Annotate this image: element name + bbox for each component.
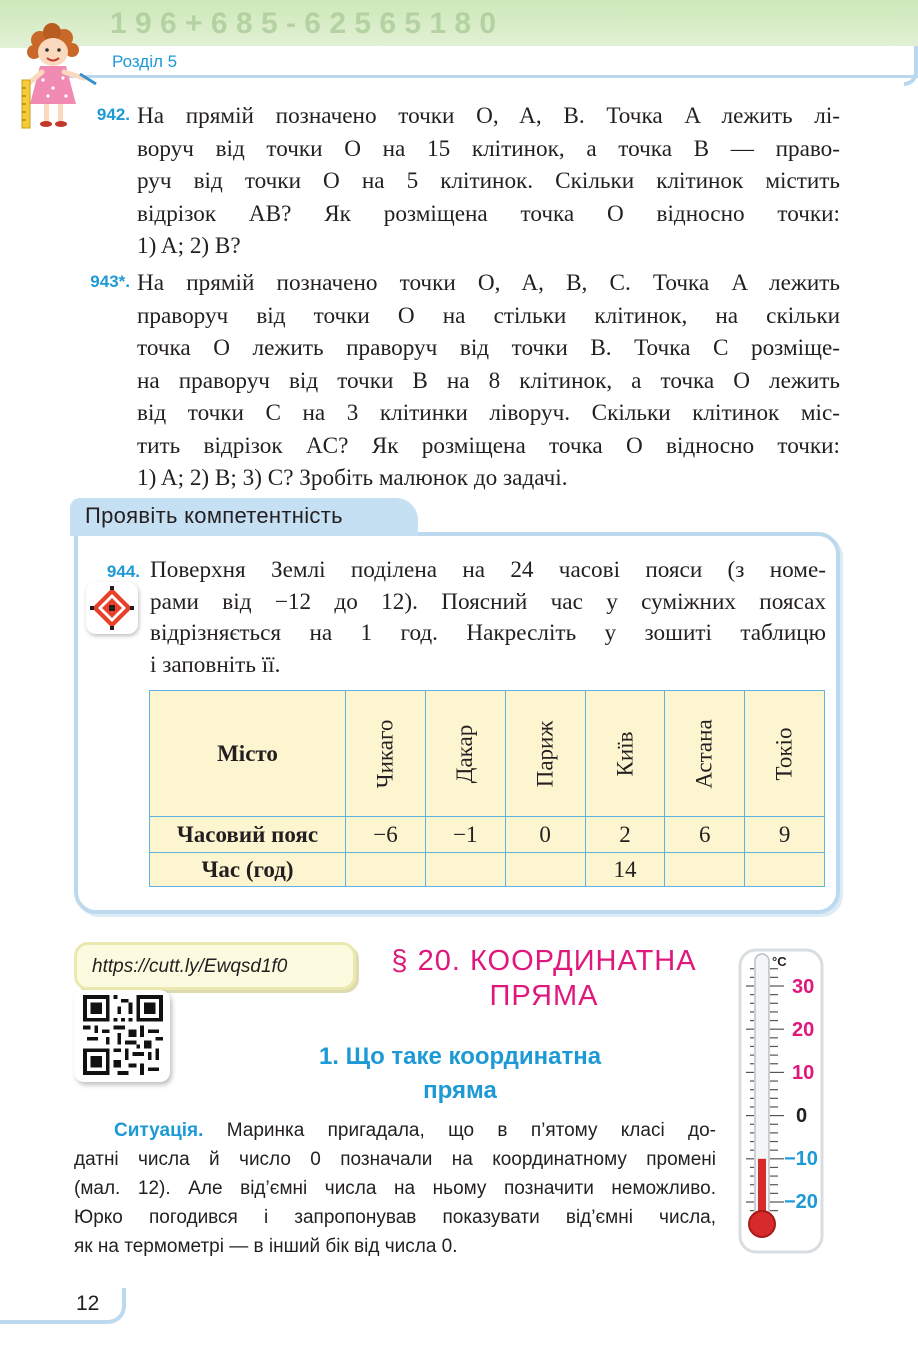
table-city-header: [505, 691, 585, 817]
timezone-table: [149, 690, 825, 887]
table-corner-header: Місто: [150, 691, 346, 817]
text-line: Поверхня Землі поділена на 24 часові пояси (з номе-: [150, 557, 826, 583]
timezone-cell: 0: [505, 817, 585, 853]
text-line: датні числа й число 0 позначали на координатному промені: [74, 1149, 716, 1170]
table-row: [150, 853, 825, 887]
thermometer-illustration: [738, 948, 824, 1254]
thermometer-label: 20: [792, 1019, 815, 1041]
subsection-title-line: пряма: [423, 1077, 497, 1104]
text-line: На прямій позначено точки O, A, B, C. Точка A лежить: [137, 270, 840, 296]
text-line: 1) A; 2) B; 3) C? Зробіть малюнок до задачі.: [137, 465, 568, 491]
city-name: Дакар: [452, 724, 478, 783]
table-city-header: [346, 691, 426, 817]
text-line: від точки C на 3 клітинки ліворуч. Скільки клітинок міс-: [137, 400, 840, 426]
row-label-timezone: Часовий пояс: [150, 817, 346, 853]
text-line: праворуч від точки O на стільки клітинок, на скільки: [137, 302, 840, 329]
time-cell: [346, 853, 426, 887]
situation-paragraph: [74, 1116, 716, 1261]
header-decor-digits: 1 9 6 + 6 8 5 - 6 2 5 6 5 1 8 0: [110, 7, 497, 40]
paragraph-title: [374, 944, 714, 1014]
section-label: Розділ 5: [112, 52, 178, 71]
problem-number: 942.: [96, 105, 130, 124]
timezone-cell: −6: [346, 817, 426, 853]
time-cell: [505, 853, 585, 887]
page-number-tab: [0, 1288, 126, 1324]
timezone-cell: −1: [425, 817, 505, 853]
situation-text: Маринка пригадала, що в п’ятому класі до-: [226, 1120, 716, 1141]
table-city-header: [745, 691, 825, 817]
text-line: 1) A; 2) B?: [137, 233, 241, 259]
header-tab: [60, 46, 918, 78]
thermometer-label: 30: [792, 976, 815, 998]
text-line: рами від −12 до 12). Поясний час у суміжних поясах: [150, 588, 826, 615]
thermometer-bulb: [749, 1211, 775, 1237]
timezone-cell: 2: [585, 817, 665, 853]
row-label-time: Час (год): [150, 853, 346, 887]
text-line: і заповніть її.: [150, 651, 281, 678]
table-city-header: [665, 691, 745, 817]
paragraph-title-line: ПРЯМА: [489, 980, 599, 1012]
text-line: [74, 1116, 716, 1145]
timezone-cell: 6: [665, 817, 745, 853]
text-line: відрізок AB? Як розміщена точка O відносно точки:: [137, 200, 840, 227]
subsection-title-line: 1. Що таке координатна: [318, 1043, 602, 1070]
header-right-curve: [904, 46, 918, 86]
text-line: руч від точки O на 5 клітинок. Скільки клітинок містить: [137, 168, 840, 194]
page-number: 12: [76, 1292, 100, 1315]
city-name: Київ: [611, 731, 637, 776]
thermometer-label: −10: [784, 1148, 818, 1170]
text-line: точка O лежить праворуч від точки B. Точка C розміще-: [137, 335, 840, 361]
subsection-title: [270, 1040, 650, 1108]
problem-text: [137, 267, 840, 495]
thermometer-unit: °С: [772, 954, 787, 969]
thermometer-label: 0: [796, 1105, 808, 1127]
city-name: Токіо: [771, 727, 797, 780]
table-city-header: [585, 691, 665, 817]
text-line: як на термометрі — в інший бік від числа 0.: [74, 1236, 458, 1257]
problem-944-text: [150, 555, 826, 681]
problem-text: [137, 100, 840, 263]
city-name: Чикаго: [372, 719, 398, 788]
situation-lead: Ситуація.: [114, 1120, 204, 1141]
problem-number: 943*.: [90, 272, 130, 291]
problem-942: [40, 100, 840, 265]
city-name: Париж: [532, 720, 558, 787]
timezone-cell: 9: [745, 817, 825, 853]
thermometer-label: 10: [792, 1062, 815, 1084]
table-row: [150, 817, 825, 853]
time-cell: [665, 853, 745, 887]
competence-title: Проявіть компетентність: [85, 503, 343, 528]
text-line: на праворуч від точки B на 8 клітинок, а точка O лежить: [137, 367, 840, 394]
time-cell: 14: [585, 853, 665, 887]
problem-number: 944.: [106, 562, 140, 581]
resource-link[interactable]: https://cutt.ly/Ewqsd1f0: [92, 956, 288, 977]
paragraph-title-line: § 20. КООРДИНАТНА: [391, 945, 697, 977]
problem-943: [40, 267, 840, 497]
text-line: На прямій позначено точки O, A, B. Точка A лежить лі-: [137, 103, 840, 129]
city-name: Астана: [691, 718, 717, 789]
text-line: Юрко погодився і запропонував показувати від’ємні числа,: [74, 1207, 716, 1228]
time-cell: [425, 853, 505, 887]
qr-code-icon[interactable]: [82, 995, 164, 1075]
time-cell: [745, 853, 825, 887]
text-line: воруч від точки O на 15 клітинок, а точка B — право-: [137, 135, 840, 162]
text-line: (мал. 12). Але від’ємні числа на ньому позначити неможливо.: [74, 1178, 716, 1199]
text-line: відрізняється на 1 год. Накресліть у зошиті таблицю: [150, 620, 826, 646]
text-line: тить відрізок AC? Як розміщена точка O відносно точки:: [137, 432, 840, 459]
table-header-row: [150, 691, 825, 817]
thermometer-label: −20: [784, 1191, 818, 1213]
table-city-header: [425, 691, 505, 817]
embroidery-ornament-icon: [86, 582, 138, 634]
